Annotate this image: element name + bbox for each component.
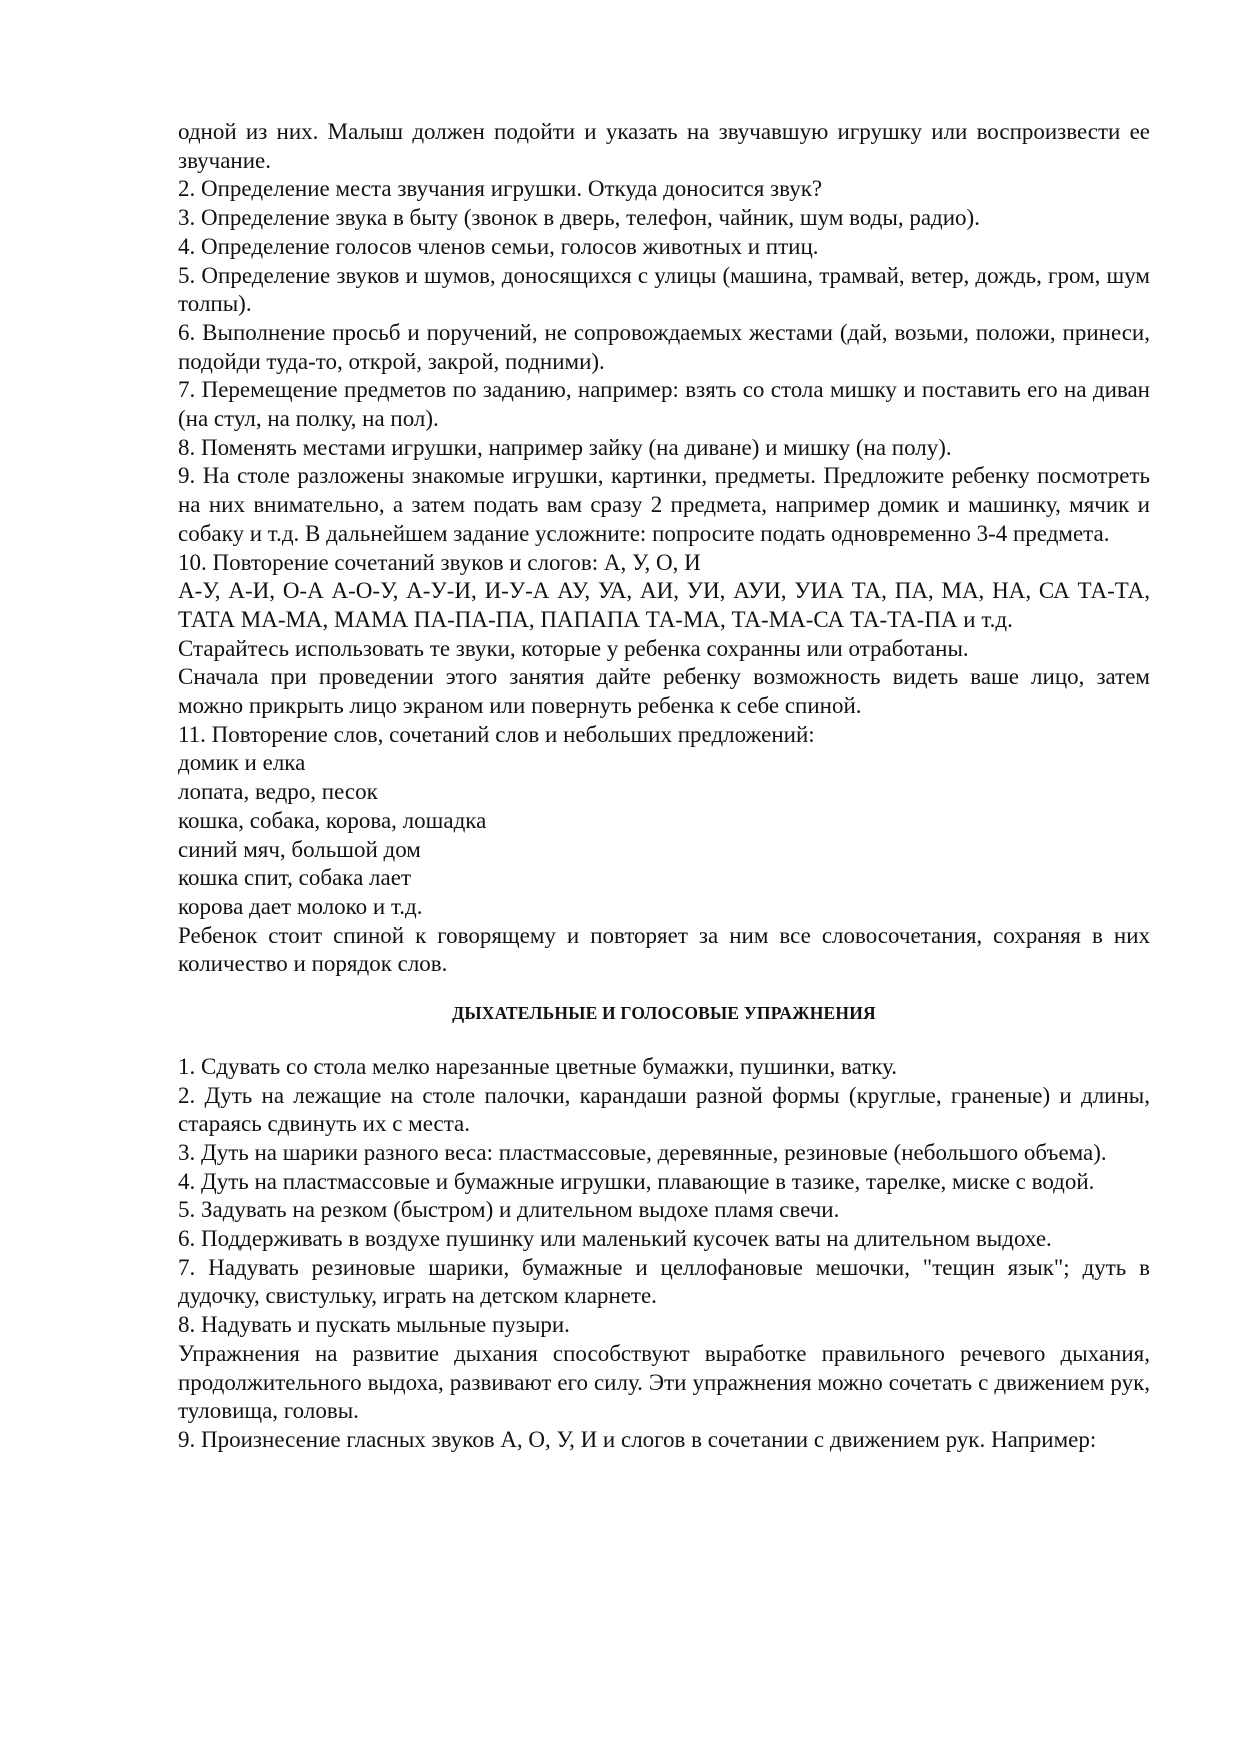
- paragraph-exercise-7: 7. Надувать резиновые шарики, бумажные и целлофановые мешочки, "тещин язык"; дуть в дудочку, свистульку, играть на детском кларнете.: [178, 1254, 1150, 1309]
- word-list-line: корова дает молоко и т.д.: [178, 893, 423, 919]
- word-list-line: кошка, собака, корова, лошадка: [178, 807, 487, 833]
- paragraph-item-11: 11. Повторение слов, сочетаний слов и небольших предложений:: [178, 721, 815, 747]
- word-list-line: домик и елка: [178, 750, 306, 776]
- paragraph-item-7: 7. Перемещение предметов по заданию, например: взять со стола мишку и поставить его на диван (на стул, на полку, на пол).: [178, 377, 1150, 432]
- paragraph-exercise-6: 6. Поддерживать в воздухе пушинку или маленький кусочек ваты на длительном выдохе.: [178, 1226, 1052, 1252]
- paragraph-item-4: 4. Определение голосов членов семьи, голосов животных и птиц.: [178, 233, 819, 259]
- paragraph-item-5: 5. Определение звуков и шумов, доносящихся с улицы (машина, трамвай, ветер, дождь, гром, шум толпы).: [178, 262, 1150, 317]
- paragraph-use-sounds: Старайтесь использовать те звуки, которые у ребенка сохранны или отработаны.: [178, 635, 969, 661]
- paragraph-exercise-5: 5. Задувать на резком (быстром) и длительном выдохе пламя свечи.: [178, 1197, 840, 1223]
- paragraph-item-3: 3. Определение звука в быту (звонок в дверь, телефон, чайник, шум воды, радио).: [178, 205, 980, 231]
- word-list-line: кошка спит, собака лает: [178, 865, 411, 891]
- paragraph-item-2: 2. Определение места звучания игрушки. Откуда доносится звук?: [178, 176, 823, 202]
- paragraph-exercise-1: 1. Сдувать со стола мелко нарезанные цветные бумажки, пушинки, ватку.: [178, 1053, 898, 1079]
- paragraph-item-6: 6. Выполнение просьб и поручений, не сопровождаемых жестами (дай, возьми, положи, принеси, подойди туда-то, открой, закрой, подними).: [178, 319, 1150, 374]
- paragraph-exercise-4: 4. Дуть на пластмассовые и бумажные игрушки, плавающие в тазике, тарелке, миске с водой.: [178, 1168, 1095, 1194]
- word-list-line: лопата, ведро, песок: [178, 779, 378, 805]
- paragraph-exercise-8: 8. Надувать и пускать мыльные пузыри.: [178, 1312, 570, 1338]
- paragraph-item-8: 8. Поменять местами игрушки, например зайку (на диване) и мишку (на полу).: [178, 434, 952, 460]
- paragraph-face-screen: Сначала при проведении этого занятия дайте ребенку возможность видеть ваше лицо, затем можно прикрыть лицо экраном или повернуть ребенка к себе спиной.: [178, 664, 1150, 719]
- spacer: [178, 979, 1150, 999]
- spacer: [178, 1028, 1150, 1053]
- section-heading: ДЫХАТЕЛЬНЫЕ И ГОЛОСОВЫЕ УПРАЖНЕНИЯ: [452, 1003, 876, 1024]
- word-list-line: синий мяч, большой дом: [178, 836, 421, 862]
- paragraph-item-10: 10. Повторение сочетаний звуков и слогов: А, У, О, И: [178, 549, 701, 575]
- paragraph-exercise-2: 2. Дуть на лежащие на столе палочки, карандаши разной формы (круглые, граненые) и длины, стараясь сдвинуть их с места.: [178, 1082, 1150, 1137]
- document-page: [178, 118, 1150, 1455]
- paragraph-exercise-3: 3. Дуть на шарики разного веса: пластмассовые, деревянные, резиновые (небольшого объема).: [178, 1139, 1107, 1165]
- paragraph-closing-section1: Ребенок стоит спиной к говорящему и повторяет за ним все словосочетания, сохраняя в них количество и порядок слов.: [178, 922, 1150, 977]
- paragraph-syllable-combinations: А-У, А-И, О-А А-О-У, А-У-И, И-У-А АУ, УА, АИ, УИ, АУИ, УИА ТА, ПА, МА, НА, СА ТА-ТА, ТАТА МА-МА, МАМА ПА-ПА-ПА, ПАПАПА ТА-МА, ТА-МА-СА ТА-ТА-ПА и т.д.: [178, 578, 1150, 632]
- paragraph-exercise-9: 9. Произнесение гласных звуков А, О, У, И и слогов в сочетании с движением рук. Например:: [178, 1426, 1097, 1452]
- paragraph-item-9: 9. На столе разложены знакомые игрушки, картинки, предметы. Предложите ребенку посмотреть на них внимательно, а затем подать вам сразу 2 предмета, например домик и машинку, мячик и собаку и т.д. В дальнейшем задание усложните: попросите подать одновременно 3-4 предмета.: [178, 463, 1150, 546]
- paragraph-intro-continued: одной из них. Малыш должен подойти и указать на звучавшую игрушку или воспроизвести ее звучание.: [178, 119, 1150, 173]
- paragraph-breathing-note: Упражнения на развитие дыхания способствуют выработке правильного речевого дыхания, продолжительного выдоха, развивают его силу. Эти упражнения можно сочетать с движением рук, туловища, головы.: [178, 1340, 1150, 1424]
